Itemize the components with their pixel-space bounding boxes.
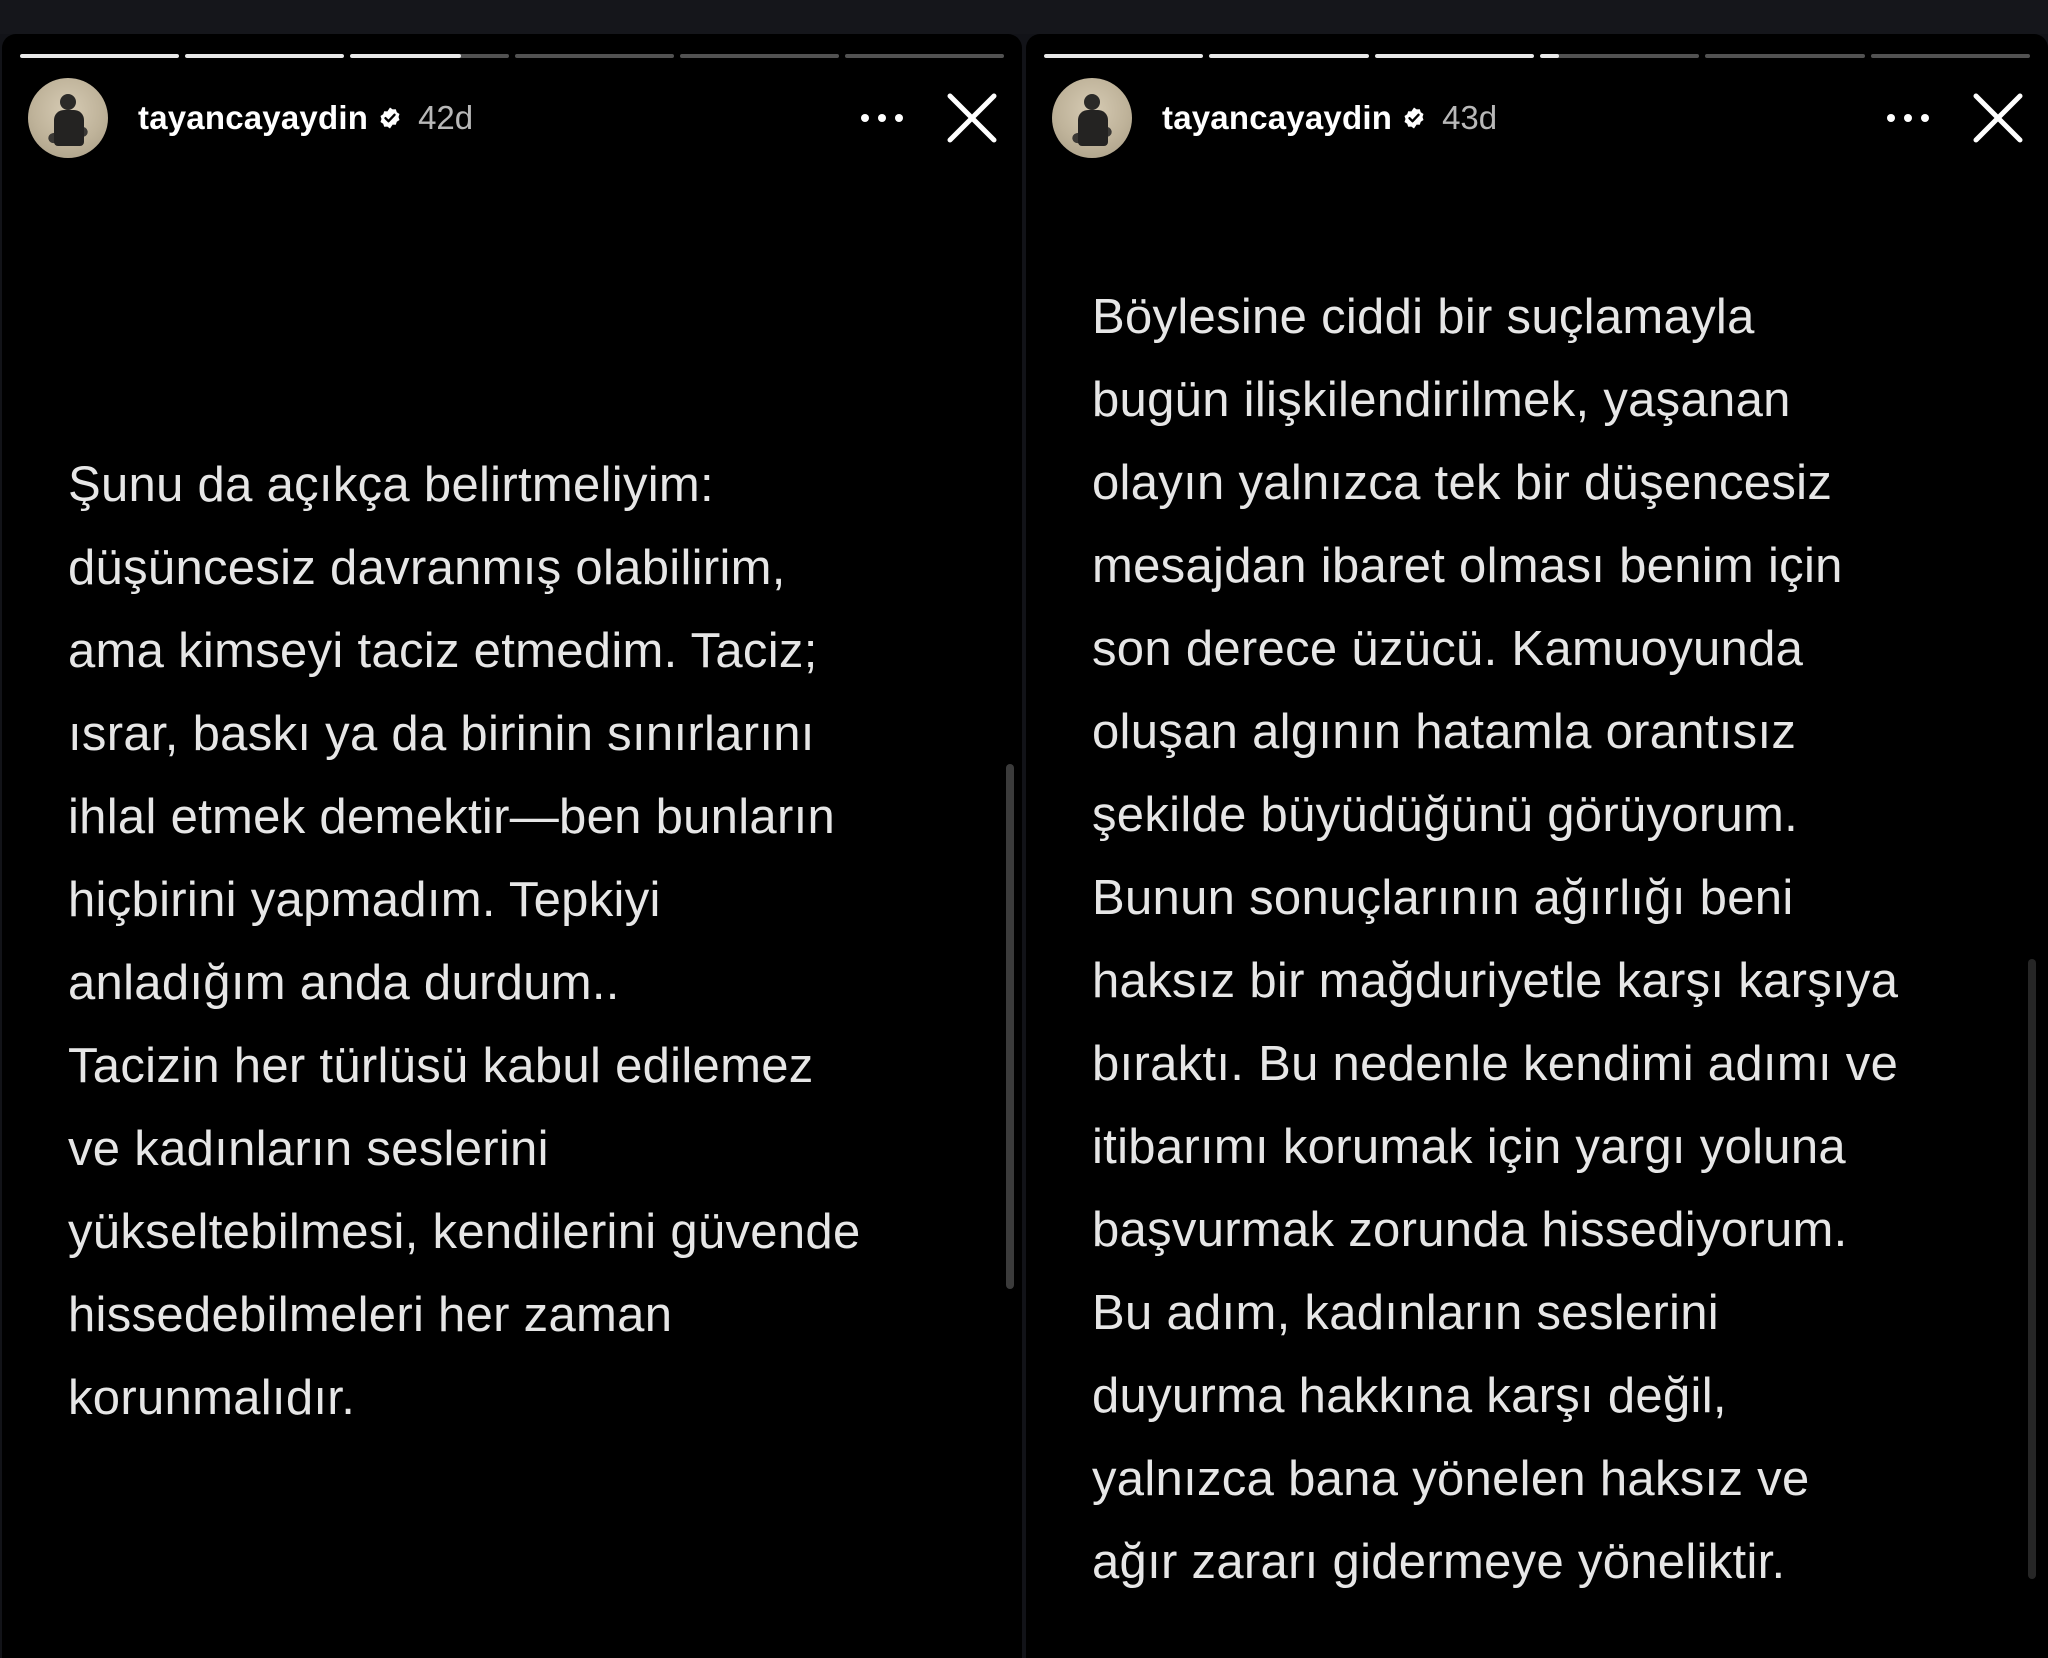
scrollbar[interactable]: [2028, 959, 2036, 1579]
verified-badge-icon: [1402, 106, 1426, 130]
progress-segment: [185, 54, 344, 58]
progress-segment-fill: [20, 54, 179, 58]
avatar-figure-head: [1084, 94, 1100, 110]
progress-segment-fill: [350, 54, 461, 58]
story-text: Şunu da açıkça belirtmeliyim: düşüncesiz davranmış olabilirim, ama kimseyi taciz etmedim. Taciz; ısrar, baskı ya da birinin sınırlarını ihlal etmek demektir—ben bunların hiçbirini yapmadım. Tepkiyi anladığım anda durdum.. Tacizin her türlüsü kabul edilemez ve kadınların seslerini yükseltebilmesi, kendilerini güvende hissedebilmeleri her zaman korunmalıdır.: [68, 458, 861, 1425]
progress-segment: [1540, 54, 1699, 58]
progress-segment: [1705, 54, 1864, 58]
progress-segment: [1209, 54, 1368, 58]
progress-segment-fill: [1540, 54, 1559, 58]
story-header: [28, 78, 996, 158]
avatar[interactable]: [1052, 78, 1132, 158]
avatar-figure-body: [54, 110, 84, 146]
progress-segment: [845, 54, 1004, 58]
username[interactable]: tayancayaydin: [138, 99, 369, 136]
story-text: Böylesine ciddi bir suçlamayla bugün ilişkilendirilmek, yaşanan olayın yalnızca tek bir düşencesiz mesajdan ibaret olması benim için son derece üzücü. Kamuoyunda oluşan algının hatamla orantısız şekilde büyüdüğünü görüyorum. Bunun sonuçlarının ağırlığı beni haksız bir mağduriyetle karşı karşıya bıraktı. Bu nedenle kendimi adımı ve itibarımı korumak için yargı yoluna başvurmak zorunda hissediyorum. Bu adım, kadınların seslerini duyurma hakkına karşı değil, yalnızca bana yönelen haksız ve ağır zararı gidermeye yöneliktir.: [1092, 290, 1899, 1589]
story-progress-bar: [1044, 54, 2030, 58]
story-age: 43d: [1442, 99, 1498, 136]
avatar-figure-body: [1078, 110, 1108, 146]
story-header: [1052, 78, 2022, 158]
progress-segment: [680, 54, 839, 58]
close-button[interactable]: [1968, 88, 2028, 148]
progress-segment-fill: [185, 54, 344, 58]
close-icon: [1972, 92, 2024, 144]
story-age: 42d: [418, 99, 474, 136]
verified-badge-icon: [378, 106, 402, 130]
username[interactable]: tayancayaydin: [1162, 99, 1393, 136]
more-options-button[interactable]: [1878, 88, 1938, 148]
story-progress-bar: [20, 54, 1004, 58]
progress-segment: [1044, 54, 1203, 58]
progress-segment-fill: [1375, 54, 1534, 58]
scrollbar[interactable]: [1006, 764, 1014, 1289]
close-button[interactable]: [942, 88, 1002, 148]
more-options-icon: [1886, 113, 1930, 123]
progress-segment-fill: [1209, 54, 1368, 58]
top-strip: [0, 0, 2048, 34]
progress-segment: [20, 54, 179, 58]
avatar[interactable]: [28, 78, 108, 158]
progress-segment-fill: [1044, 54, 1203, 58]
close-icon: [946, 92, 998, 144]
avatar-figure-head: [60, 94, 76, 110]
progress-segment: [1375, 54, 1534, 58]
progress-segment: [1871, 54, 2030, 58]
progress-segment: [515, 54, 674, 58]
more-options-button[interactable]: [852, 88, 912, 148]
progress-segment: [350, 54, 509, 58]
story-panel-1[interactable]: [2, 34, 1022, 1658]
story-panel-2[interactable]: [1026, 34, 2048, 1658]
more-options-icon: [860, 113, 904, 123]
